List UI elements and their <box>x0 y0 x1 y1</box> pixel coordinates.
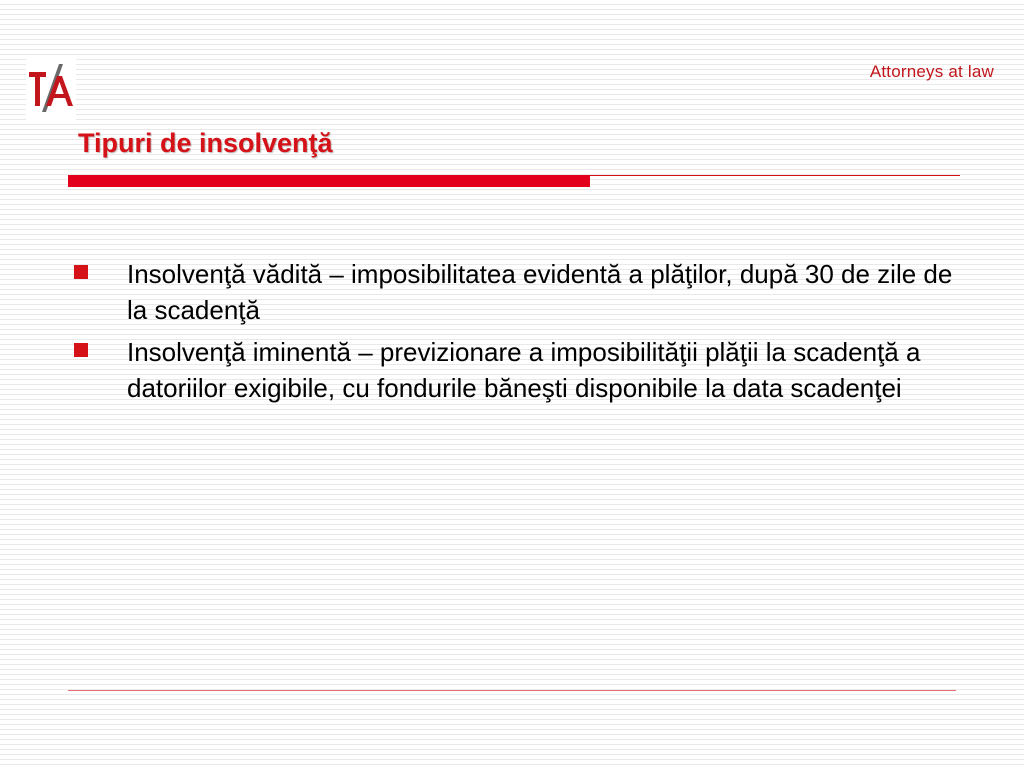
bullet-text: Insolvenţă vădită – imposibilitatea evidentă a plăţilor, după 30 de zile de la scadenţă <box>127 259 953 325</box>
square-bullet-icon <box>74 343 88 357</box>
bullet-item <box>74 334 954 406</box>
ta-logo-mark <box>26 58 76 120</box>
title-underline-line <box>590 175 960 176</box>
ta-logo <box>26 58 76 120</box>
footer-divider <box>68 690 956 691</box>
square-bullet-icon <box>74 265 88 279</box>
title-underline-bar <box>68 175 590 187</box>
bullet-list <box>74 256 954 412</box>
bullet-text: Insolvenţă iminentă – previzionare a imposibilităţii plăţii la scadenţă a datoriilor exigibile, cu fondurile băneşti disponibile la data scadenţei <box>127 337 921 403</box>
tagline: Attorneys at law <box>869 62 994 81</box>
bullet-item <box>74 256 954 328</box>
slide-title: Tipuri de insolvenţă <box>78 128 333 158</box>
